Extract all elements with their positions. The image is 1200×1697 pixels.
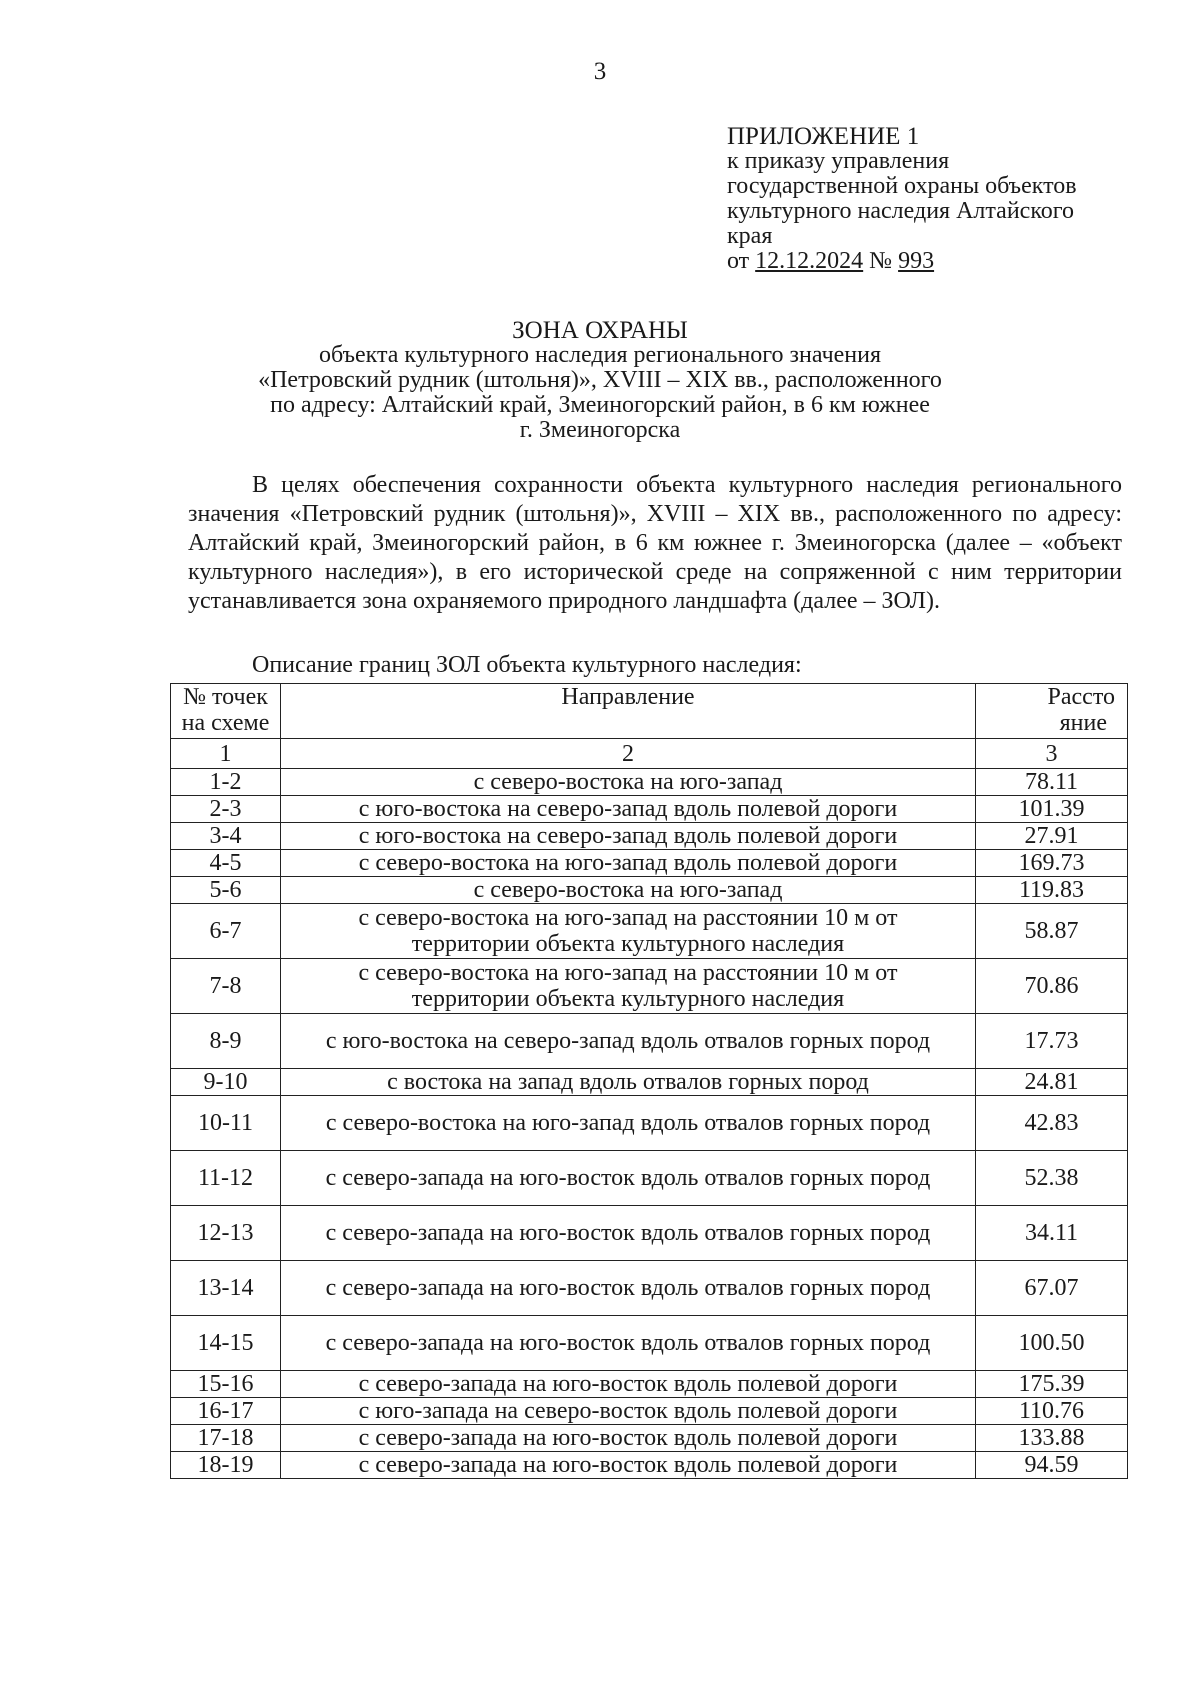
row-distance: 27.91 — [976, 823, 1128, 850]
row-distance: 58.87 — [976, 904, 1128, 959]
boundary-table — [170, 683, 1128, 1479]
page-number: 3 — [593, 58, 607, 85]
table-row — [171, 1452, 1128, 1479]
appendix-line: к приказу управления — [727, 148, 950, 174]
row-points: 17-18 — [171, 1425, 281, 1452]
title-line: по адресу: Алтайский край, Змеиногорский район, в 6 км южнее — [270, 392, 930, 418]
row-direction: с северо-востока на юго-запад на расстоянии 10 м от территории объекта культурного наследия — [281, 904, 976, 959]
row-points: 1-2 — [171, 769, 281, 796]
row-direction: с северо-востока на юго-запад вдоль отвалов горных пород — [281, 1096, 976, 1151]
row-points: 2-3 — [171, 796, 281, 823]
row-direction: с северо-запада на юго-восток вдоль полевой дороги — [281, 1371, 976, 1398]
title-line: объекта культурного наследия регионального значения — [318, 342, 882, 368]
row-direction: с юго-востока на северо-запад вдоль полевой дороги — [281, 796, 976, 823]
table-row — [171, 1014, 1128, 1069]
body-paragraph — [188, 471, 1122, 616]
row-direction: с северо-востока на юго-запад вдоль полевой дороги — [281, 850, 976, 877]
column-number: 2 — [281, 739, 976, 769]
row-points: 15-16 — [171, 1371, 281, 1398]
table-row — [171, 877, 1128, 904]
row-direction: с юго-запада на северо-восток вдоль полевой дороги — [281, 1398, 976, 1425]
table-row — [171, 1096, 1128, 1151]
row-distance: 110.76 — [976, 1398, 1128, 1425]
row-distance: 94.59 — [976, 1452, 1128, 1479]
row-direction: с северо-запада на юго-восток вдоль отвалов горных пород — [281, 1316, 976, 1371]
row-points: 12-13 — [171, 1206, 281, 1261]
row-points: 11-12 — [171, 1151, 281, 1206]
table-row — [171, 1151, 1128, 1206]
row-distance: 169.73 — [976, 850, 1128, 877]
row-points: 6-7 — [171, 904, 281, 959]
title-line: г. Змеиногорска — [519, 417, 681, 443]
row-direction: с северо-запада на юго-восток вдоль отвалов горных пород — [281, 1261, 976, 1316]
row-direction: с северо-запада на юго-восток вдоль отвалов горных пород — [281, 1206, 976, 1261]
table-row — [171, 1371, 1128, 1398]
row-distance: 70.86 — [976, 959, 1128, 1014]
row-direction: с северо-запада на юго-восток вдоль полевой дороги — [281, 1425, 976, 1452]
row-distance: 52.38 — [976, 1151, 1128, 1206]
table-row — [171, 1069, 1128, 1096]
row-distance: 100.50 — [976, 1316, 1128, 1371]
table-row — [171, 823, 1128, 850]
header-points-line1: № точек — [183, 684, 268, 710]
row-points: 10-11 — [171, 1096, 281, 1151]
row-distance: 133.88 — [976, 1425, 1128, 1452]
date-prefix: от — [727, 248, 750, 274]
row-distance: 42.83 — [976, 1096, 1128, 1151]
row-points: 4-5 — [171, 850, 281, 877]
row-distance: 119.83 — [976, 877, 1128, 904]
row-points: 3-4 — [171, 823, 281, 850]
row-distance: 24.81 — [976, 1069, 1128, 1096]
row-points: 14-15 — [171, 1316, 281, 1371]
table-header-row — [171, 684, 1128, 739]
appendix-line: государственной охраны объектов — [727, 173, 1077, 199]
row-distance: 78.11 — [976, 769, 1128, 796]
table-row — [171, 796, 1128, 823]
row-direction: с северо-востока на юго-запад — [281, 769, 976, 796]
title-main: ЗОНА ОХРАНЫ — [512, 317, 688, 344]
row-points: 8-9 — [171, 1014, 281, 1069]
table-row — [171, 769, 1128, 796]
paragraph-text: В целях обеспечения сохранности объекта культурного наследия регионального значения «Петровский рудник (штольня)», XVIII – XIX вв., расположенного по адресу: Алтайский край, Змеиногорский район, в 6 км южнее г. Змеиногорска (далее – «объект культурного наследия»), в его исторической среде на сопряженной с ним территории устанавливается зона охраняемого природного ландшафта (далее – ЗОЛ). — [188, 472, 1122, 614]
row-distance: 101.39 — [976, 796, 1128, 823]
row-distance: 34.11 — [976, 1206, 1128, 1261]
number-prefix: № — [869, 248, 893, 274]
appendix-block — [727, 124, 1127, 274]
table-row — [171, 1316, 1128, 1371]
header-points-line2: на схеме — [181, 710, 270, 736]
column-number: 1 — [171, 739, 281, 769]
row-distance: 175.39 — [976, 1371, 1128, 1398]
row-direction: с северо-запада на юго-восток вдоль отвалов горных пород — [281, 1151, 976, 1206]
appendix-date-line — [727, 249, 1127, 274]
document-title — [220, 318, 980, 443]
table-row — [171, 850, 1128, 877]
title-line: «Петровский рудник (штольня)», XVIII – XIX вв., расположенного — [258, 367, 942, 393]
row-points: 16-17 — [171, 1398, 281, 1425]
table-row — [171, 1206, 1128, 1261]
header-points — [171, 684, 281, 739]
row-direction: с юго-востока на северо-запад вдоль отвалов горных пород — [281, 1014, 976, 1069]
header-distance — [976, 684, 1128, 739]
row-direction: с востока на запад вдоль отвалов горных пород — [281, 1069, 976, 1096]
header-distance-line2: яние — [1059, 710, 1107, 736]
order-date: 12.12.2024 — [755, 248, 864, 274]
row-distance: 17.73 — [976, 1014, 1128, 1069]
row-points: 5-6 — [171, 877, 281, 904]
row-points: 7-8 — [171, 959, 281, 1014]
column-number-row — [171, 739, 1128, 769]
row-direction: с северо-востока на юго-запад — [281, 877, 976, 904]
appendix-heading: ПРИЛОЖЕНИЕ 1 — [727, 123, 920, 150]
table-row — [171, 1261, 1128, 1316]
row-direction: с северо-востока на юго-запад на расстоянии 10 м от территории объекта культурного наследия — [281, 959, 976, 1014]
header-distance-line1: Рассто — [1047, 684, 1115, 710]
row-distance: 67.07 — [976, 1261, 1128, 1316]
table-row — [171, 1425, 1128, 1452]
row-direction: с юго-востока на северо-запад вдоль полевой дороги — [281, 823, 976, 850]
header-direction: Направление — [281, 684, 976, 739]
order-number: 993 — [898, 248, 935, 274]
table-row — [171, 959, 1128, 1014]
column-number: 3 — [976, 739, 1128, 769]
table-row — [171, 904, 1128, 959]
appendix-line: культурного наследия Алтайского — [727, 198, 1075, 224]
appendix-line: края — [727, 223, 773, 249]
table-row — [171, 1398, 1128, 1425]
row-direction: с северо-запада на юго-восток вдоль полевой дороги — [281, 1452, 976, 1479]
row-points: 13-14 — [171, 1261, 281, 1316]
row-points: 9-10 — [171, 1069, 281, 1096]
table-caption: Описание границ ЗОЛ объекта культурного наследия: — [252, 652, 802, 678]
row-points: 18-19 — [171, 1452, 281, 1479]
